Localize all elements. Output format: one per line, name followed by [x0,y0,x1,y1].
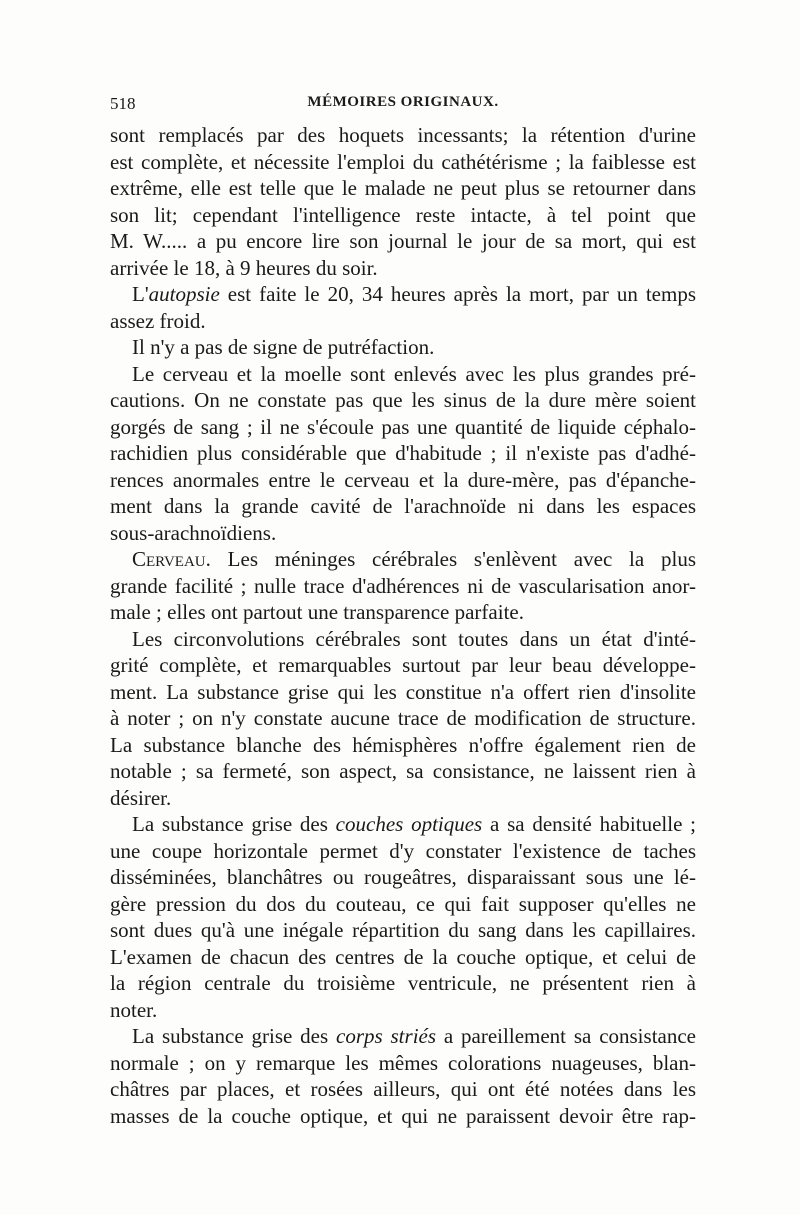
cerveau-heading: Cerveau. [132,547,211,571]
text-line: ment dans la grande cavité de l'arachnoïde ni dans les espaces [110,494,696,518]
text-line: rachidien plus considérable que d'habitude ; il n'existe pas d'adhé- [110,441,696,465]
text-line: Il n'y a pas de signe de putréfaction. [132,335,435,359]
couches-paragraph-start [110,811,696,838]
text-line: grité complète, et remarquables surtout par leur beau développe- [110,653,696,677]
text-line: masses de la couche optique, et qui ne paraissent devoir être rap- [110,1103,696,1128]
text-line: gorgés de sang ; il ne s'écoule pas une quantité de liquide céphalo- [110,414,696,439]
text-line: rences anormales entre le cerveau et la dure-mère, pas d'épanche- [110,467,696,492]
text-line: la région centrale du troisième ventricule, ne présentent rien à [110,971,696,995]
text-line: La substance blanche des hémisphères n'offre également rien de [110,732,696,757]
text-line: notable ; sa fermeté, son aspect, sa consistance, ne laissent rien à [110,759,696,783]
corps-paragraph-start [110,1023,696,1050]
text-line: gère pression du dos du couteau, ce qui fait supposer qu'elles ne [110,891,696,916]
text-line: arrivée le 18, à 9 heures du soir. [110,255,378,280]
text-line: extrême, elle est telle que le malade ne peut plus se retourner dans [110,176,696,200]
text-line: sont dues qu'à une inégale répartition du sang dans les capillaires. [110,918,696,942]
autopsy-pre: L' [132,282,149,306]
text-line: noter. [110,997,158,1022]
cerveau-rest: Les méninges cérébrales s'enlèvent avec la plus [210,547,696,571]
text-line: une coupe horizontale permet d'y constater l'existence de taches [110,838,696,863]
text-line: Les circonvolutions cérébrales sont toutes dans un état d'inté- [132,626,696,651]
page-number: 518 [110,94,136,113]
text-line: son lit; cependant l'intelligence reste intacte, à tel point que [110,202,696,227]
couches-pre: La substance grise des [132,812,336,836]
couches-post: a sa densité habituelle ; [482,812,696,836]
text-line: châtres par places, et rosées ailleurs, qui ont été notées dans les [110,1077,696,1101]
body-text [110,122,696,1129]
text-line: M. W..... a pu encore lire son journal le jour de sa mort, qui est [110,229,696,253]
text-line: assez froid. [110,308,206,333]
corps-pre: La substance grise des [132,1024,336,1048]
text-line: normale ; on y remarque les mêmes colorations nuageuses, blan- [110,1050,696,1075]
couches-term: couches optiques [335,812,483,836]
text-line: ment. La substance grise qui les constitue n'a offert rien d'insolite [110,679,696,704]
text-line: cautions. On ne constate pas que les sinus de la dure mère soient [110,388,696,412]
autopsy-post: est faite le 20, 34 heures après la mort, par un temps [219,282,696,306]
running-head [110,94,696,120]
text-line: à noter ; on n'y constate aucune trace de modification de structure. [110,706,696,730]
text-line: sous-arachnoïdiens. [110,520,277,545]
running-title: MÉMOIRES ORIGINAUX. [307,94,499,110]
text-line: est complète, et nécessite l'emploi du cathétérisme ; la faiblesse est [110,149,696,174]
text-line: sont remplacés par des hoquets incessants; la rétention d'urine [110,123,696,147]
corps-post: a pareillement sa consistance [436,1024,696,1048]
text-line: disséminées, blanchâtres ou rougeâtres, disparaissant sous une lé- [110,865,696,889]
cerveau-paragraph-start [110,546,696,573]
text-line: grande facilité ; nulle trace d'adhérences ni de vascularisation anor- [110,573,696,598]
text-line: L'examen de chacun des centres de la couche optique, et celui de [110,944,696,969]
text-line: désirer. [110,785,172,810]
autopsy-paragraph-start [110,281,696,308]
text-line: male ; elles ont partout une transparence parfaite. [110,600,524,624]
text-line: Le cerveau et la moelle sont enlevés avec les plus grandes pré- [132,361,696,386]
corps-term: corps striés [336,1024,437,1048]
autopsy-term: autopsie [148,282,220,306]
